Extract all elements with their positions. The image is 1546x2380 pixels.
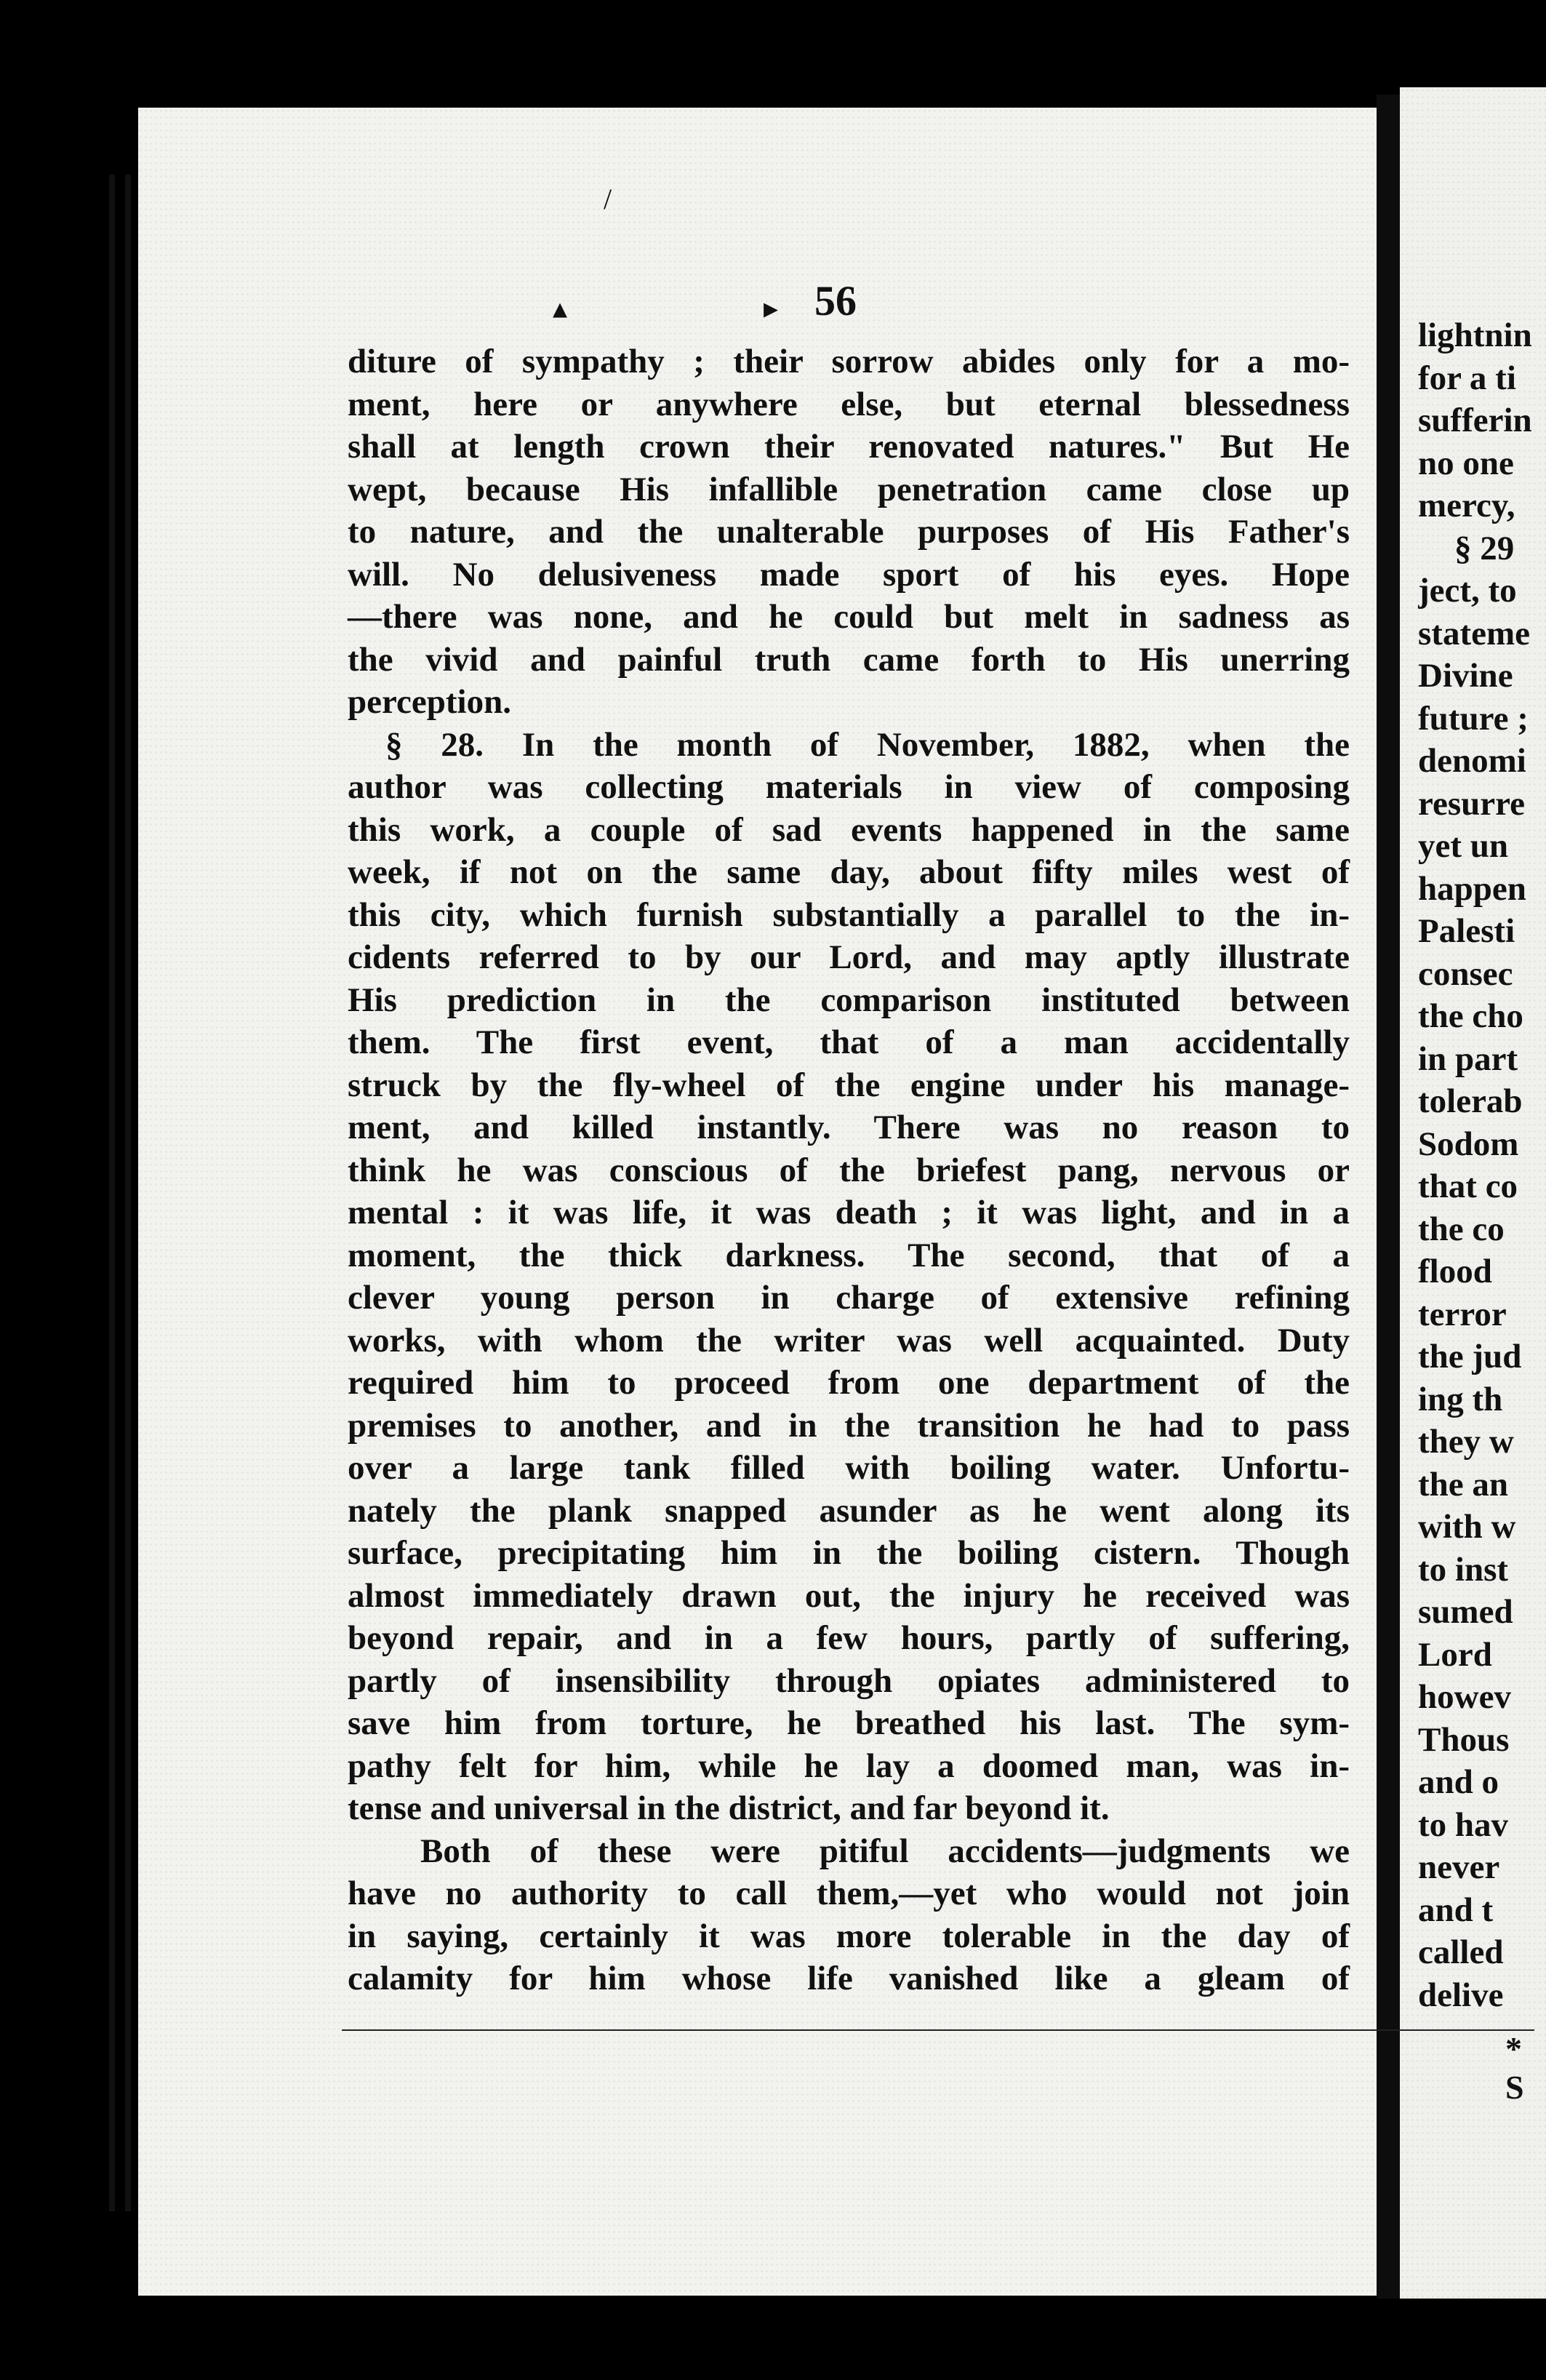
text-line: with w bbox=[1418, 1508, 1516, 1546]
text-line: think he was conscious of the briefest pang, nervous or bbox=[348, 1151, 1350, 1189]
text-line: to inst bbox=[1418, 1550, 1509, 1589]
text-line: howev bbox=[1418, 1678, 1511, 1716]
text-line: terror bbox=[1418, 1295, 1507, 1333]
text-line: and t bbox=[1418, 1890, 1494, 1929]
text-line: the co bbox=[1418, 1210, 1505, 1248]
text-line: to hav bbox=[1418, 1805, 1509, 1844]
footnote-rule bbox=[342, 2029, 1534, 2031]
text-line: stateme bbox=[1418, 614, 1530, 652]
text-line: in part bbox=[1418, 1039, 1518, 1078]
page-edge-line bbox=[109, 175, 115, 2211]
text-line: § 29 bbox=[1454, 529, 1515, 567]
text-line: moment, the thick darkness. The second, that of a bbox=[348, 1236, 1350, 1274]
text-line: denomi bbox=[1418, 742, 1526, 780]
text-line: will. No delusiveness made sport of his eyes. Hope bbox=[348, 555, 1350, 594]
facing-page-text bbox=[1418, 314, 1546, 2016]
text-line: flood bbox=[1418, 1253, 1492, 1290]
text-line: mental : it was life, it was death ; it was light, and in a bbox=[348, 1194, 1350, 1231]
page-edge-line bbox=[125, 175, 131, 2211]
facing-page-footnote: * S bbox=[1505, 2030, 1524, 2106]
text-line: premises to another, and in the transition he had to pass bbox=[348, 1406, 1350, 1445]
text-line: ment, here or anywhere else, but eternal blessedness bbox=[348, 385, 1350, 423]
text-line: yet un bbox=[1418, 827, 1509, 865]
text-line: resurre bbox=[1418, 784, 1526, 823]
text-line: clever young person in charge of extensive refining bbox=[348, 1279, 1350, 1317]
text-line: Divine bbox=[1418, 657, 1513, 695]
text-line: over a large tank filled with boiling water. Unfortu- bbox=[348, 1449, 1350, 1487]
text-line: required him to proceed from one department of the bbox=[348, 1364, 1350, 1402]
book-gutter bbox=[1377, 95, 1401, 2299]
text-line: beyond repair, and in a few hours, partly of suffering, bbox=[348, 1619, 1350, 1657]
text-line: Palesti bbox=[1418, 912, 1515, 950]
page-body-text bbox=[348, 340, 1350, 2000]
text-line: calamity for him whose life vanished like a gleam of bbox=[348, 1960, 1350, 1997]
text-line: them. The first event, that of a man accidentally bbox=[348, 1023, 1350, 1061]
text-line: shall at length crown their renovated natures." But He bbox=[348, 428, 1350, 466]
text-line: ment, and killed instantly. There was no reason to bbox=[348, 1109, 1350, 1146]
text-line: wept, because His infallible penetration came close up bbox=[348, 470, 1350, 508]
text-line: sumed bbox=[1418, 1593, 1513, 1631]
text-line: struck by the fly-wheel of the engine under his manage- bbox=[348, 1066, 1350, 1104]
text-line: week, if not on the same day, about fifty miles west of bbox=[348, 853, 1350, 891]
text-line: sufferin bbox=[1418, 402, 1532, 439]
text-line: partly of insensibility through opiates administered to bbox=[348, 1661, 1350, 1700]
text-line: happen bbox=[1418, 869, 1526, 908]
text-line: works, with whom the writer was well acquainted. Duty bbox=[348, 1321, 1350, 1359]
ink-mark: ▴ bbox=[553, 292, 568, 324]
text-line: author was collecting materials in view of composing bbox=[348, 768, 1350, 806]
text-line: delive bbox=[1418, 1976, 1504, 2014]
text-line: they w bbox=[1418, 1423, 1514, 1461]
text-line: to nature, and the unalterable purposes of His Father's bbox=[348, 513, 1350, 551]
text-line: future ; bbox=[1418, 699, 1529, 738]
text-line: that co bbox=[1418, 1167, 1518, 1205]
text-line: Lord bbox=[1418, 1635, 1492, 1674]
text-line: save him from torture, he breathed his last. The sym- bbox=[348, 1704, 1350, 1742]
text-line: have no authority to call them,—yet who would not join bbox=[348, 1874, 1350, 1912]
text-line: never bbox=[1418, 1848, 1500, 1886]
text-line: His prediction in the comparison instituted between bbox=[348, 981, 1350, 1019]
page-number: 56 bbox=[814, 277, 857, 324]
text-line: the vivid and painful truth came forth to His unerring bbox=[348, 640, 1350, 679]
text-line: surface, precipitating him in the boiling cistern. Though bbox=[348, 1534, 1350, 1572]
text-line: Thous bbox=[1418, 1720, 1510, 1759]
text-line: the cho bbox=[1418, 997, 1523, 1035]
text-line: Both of these were pitiful accidents—judgments we bbox=[420, 1832, 1350, 1870]
ink-mark: / bbox=[604, 183, 612, 215]
text-line: mercy, bbox=[1418, 487, 1515, 524]
text-line: consec bbox=[1418, 954, 1513, 993]
text-line: and o bbox=[1418, 1763, 1499, 1801]
text-line: this work, a couple of sad events happened in the same bbox=[348, 810, 1350, 849]
ink-mark: ▸ bbox=[764, 292, 779, 324]
text-line: no one bbox=[1418, 444, 1514, 482]
text-line: ing th bbox=[1418, 1380, 1503, 1418]
text-line: Sodom bbox=[1418, 1125, 1519, 1163]
text-line: the jud bbox=[1418, 1338, 1522, 1375]
text-line: in saying, certainly it was more tolerable in the day of bbox=[348, 1917, 1350, 1955]
text-line: diture of sympathy ; their sorrow abides only for a mo- bbox=[348, 343, 1350, 380]
text-line: tolerab bbox=[1418, 1082, 1523, 1120]
text-line: called bbox=[1418, 1933, 1504, 1971]
text-line: perception. bbox=[348, 683, 511, 721]
text-line: almost immediately drawn out, the injury he received was bbox=[348, 1576, 1350, 1615]
text-line: the an bbox=[1418, 1465, 1509, 1504]
text-line: —there was none, and he could but melt in sadness as bbox=[348, 598, 1350, 636]
text-line: nately the plank snapped asunder as he went along its bbox=[348, 1491, 1350, 1530]
text-line: this city, which furnish substantially a parallel to the in- bbox=[348, 895, 1350, 934]
text-line: pathy felt for him, while he lay a doomed man, was in- bbox=[348, 1746, 1350, 1785]
text-line: tense and universal in the district, and far beyond it. bbox=[348, 1789, 1110, 1827]
text-line: § 28. In the month of November, 1882, when the bbox=[385, 725, 1350, 764]
text-line: lightnin bbox=[1418, 316, 1532, 354]
text-line: cidents referred to by our Lord, and may aptly illustrate bbox=[348, 938, 1350, 976]
text-line: for a ti bbox=[1418, 359, 1516, 397]
text-line: ject, to bbox=[1418, 572, 1517, 610]
